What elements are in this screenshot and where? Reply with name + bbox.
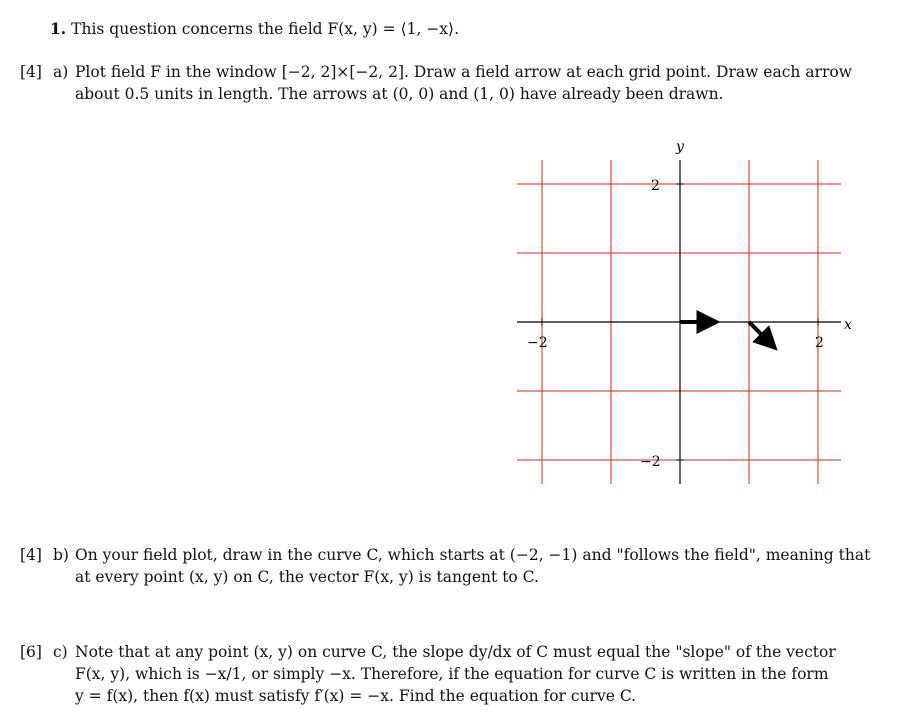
y-axis-label: y [676,139,684,155]
tick-label-y-pos: 2 [651,178,660,194]
part-a-points: [4] [20,63,42,81]
x-axis-label: x [844,317,852,333]
part-c-text-line1: Note that at any point (x, y) on curve C, the slope dy/dx of C must equal the "slope" of the vector [75,643,836,661]
part-a-label: a) [53,63,69,81]
tick-label-x-pos: 2 [815,335,824,351]
field-arrows [680,322,773,346]
part-b-points: [4] [20,546,42,564]
part-b-text-line1: On your field plot, draw in the curve C, which starts at (−2, −1) and "follows the field", meaning that [75,546,871,564]
part-b-label: b) [53,546,69,564]
part-b-text-line2: at every point (x, y) on C, the vector F(x, y) is tangent to C. [75,568,539,586]
part-a-text-line1: Plot field F in the window [−2, 2]×[−2, 2]. Draw a field arrow at each grid point. Draw each arrow [75,63,852,81]
part-c-label: c) [53,643,68,661]
part-a-text-line2: about 0.5 units in length. The arrows at (0, 0) and (1, 0) have already been drawn. [75,85,724,103]
part-c-points: [6] [20,643,42,661]
question-intro: This question concerns the field F(x, y) = ⟨1, −x⟩. [71,20,460,38]
field-arrow-1 [749,322,773,346]
part-c-text-line3: y = f(x), then f(x) must satisfy f′(x) = −x. Find the equation for curve C. [75,687,637,705]
question-number: 1. [50,19,67,38]
tick-label-x-neg: −2 [527,335,548,351]
tick-label-y-neg: −2 [640,454,661,470]
axes [517,160,841,484]
part-c-text-line2: F(x, y), which is −x/1, or simply −x. Therefore, if the equation for curve C is written in the form [75,665,829,683]
